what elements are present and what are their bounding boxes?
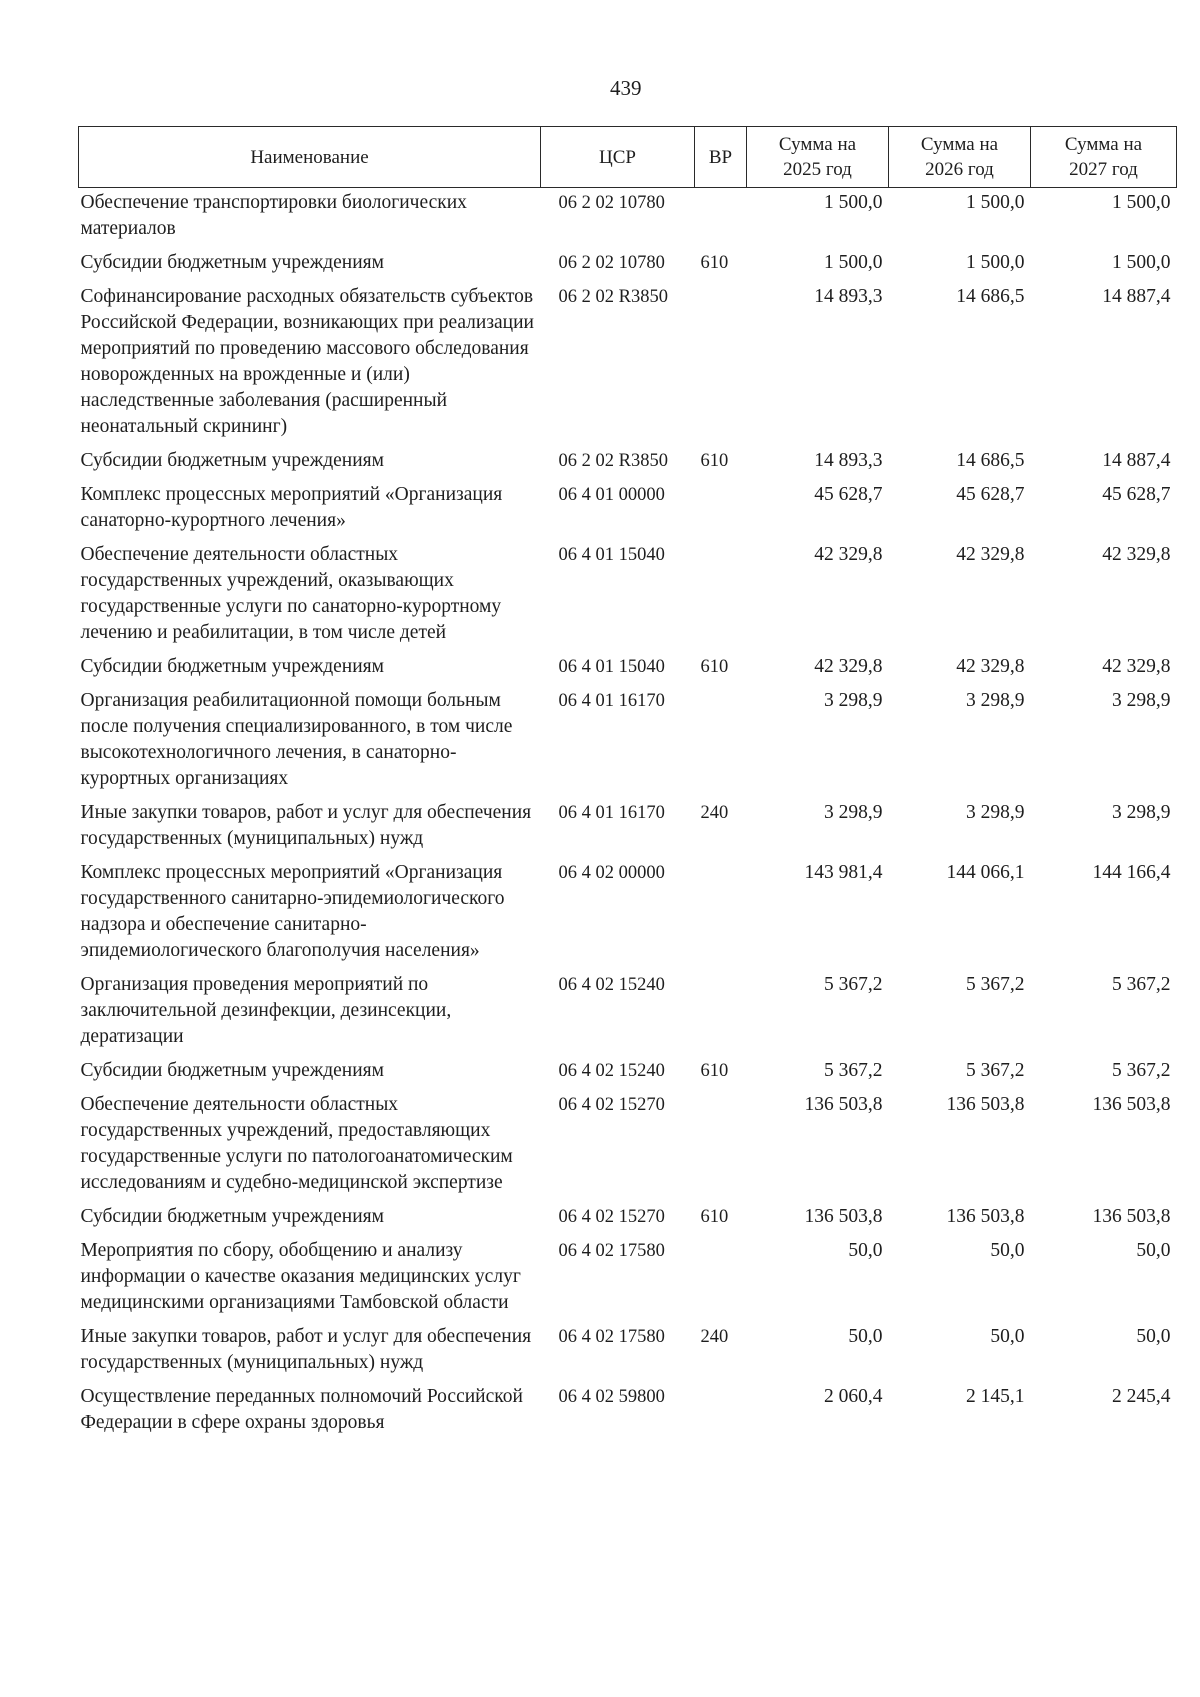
header-sum-2025-line1: Сумма на xyxy=(778,134,857,155)
row-vr: 610 xyxy=(700,657,729,677)
row-csr: 06 4 01 15040 xyxy=(558,545,665,565)
row-sum-2027: 45 628,7 xyxy=(1102,484,1171,505)
header-sum-2026 xyxy=(889,127,1031,188)
row-name: Субсидии бюджетным учреждениям xyxy=(80,252,384,273)
row-sum-2025: 3 298,9 xyxy=(824,690,883,711)
row-csr: 06 4 02 15240 xyxy=(558,975,665,995)
row-sum-2026: 50,0 xyxy=(990,1240,1025,1261)
row-sum-2027: 1 500,0 xyxy=(1112,192,1171,213)
table-row xyxy=(79,652,1177,686)
row-sum-2025: 136 503,8 xyxy=(804,1206,883,1227)
row-sum-2025: 5 367,2 xyxy=(824,974,883,995)
row-csr: 06 4 02 15240 xyxy=(558,1061,665,1081)
row-vr xyxy=(695,540,747,652)
row-sum-2026: 3 298,9 xyxy=(966,690,1025,711)
row-sum-2025: 50,0 xyxy=(848,1240,883,1261)
row-sum-2026: 14 686,5 xyxy=(956,450,1025,471)
row-vr xyxy=(695,1090,747,1202)
row-name: Субсидии бюджетным учреждениям xyxy=(80,656,384,677)
row-sum-2026: 45 628,7 xyxy=(956,484,1025,505)
row-vr xyxy=(695,480,747,540)
table-body xyxy=(79,188,1177,1443)
row-name: Комплекс процессных мероприятий «Организация государственного санитарно-эпидемиологического надзора и обеспечение санитарно-эпидемиологического благополучия населения» xyxy=(80,862,505,961)
row-sum-2026: 5 367,2 xyxy=(966,974,1025,995)
table-row xyxy=(79,1322,1177,1382)
row-sum-2027: 42 329,8 xyxy=(1102,544,1171,565)
row-sum-2026: 42 329,8 xyxy=(956,544,1025,565)
header-csr: ЦСР xyxy=(541,127,695,188)
row-sum-2026: 1 500,0 xyxy=(966,192,1025,213)
table-header xyxy=(79,127,1177,188)
row-sum-2025: 1 500,0 xyxy=(824,192,883,213)
row-name: Организация проведения мероприятий по заключительной дезинфекции, дезинсекции, дератизации xyxy=(80,974,452,1047)
row-sum-2026: 5 367,2 xyxy=(966,1060,1025,1081)
row-csr: 06 2 02 R3850 xyxy=(558,451,668,471)
row-sum-2026: 42 329,8 xyxy=(956,656,1025,677)
page-number: 439 xyxy=(610,76,642,100)
row-sum-2025: 136 503,8 xyxy=(804,1094,883,1115)
header-sum-2025 xyxy=(747,127,889,188)
row-csr: 06 2 02 10780 xyxy=(558,193,665,213)
row-csr: 06 2 02 R3850 xyxy=(558,287,668,307)
row-sum-2025: 5 367,2 xyxy=(824,1060,883,1081)
row-sum-2026: 2 145,1 xyxy=(966,1386,1025,1407)
row-vr xyxy=(695,188,747,249)
row-sum-2027: 5 367,2 xyxy=(1112,974,1171,995)
row-sum-2027: 136 503,8 xyxy=(1092,1094,1171,1115)
table-row xyxy=(79,1202,1177,1236)
row-name: Иные закупки товаров, работ и услуг для обеспечения государственных (муниципальных) нужд xyxy=(80,1326,532,1373)
row-csr: 06 4 01 16170 xyxy=(558,803,665,823)
table-row xyxy=(79,480,1177,540)
row-sum-2025: 14 893,3 xyxy=(814,286,883,307)
row-sum-2026: 3 298,9 xyxy=(966,802,1025,823)
row-csr: 06 4 02 59800 xyxy=(558,1387,665,1407)
row-csr: 06 4 01 15040 xyxy=(558,657,665,677)
row-name: Субсидии бюджетным учреждениям xyxy=(80,1206,384,1227)
row-vr: 610 xyxy=(700,1061,729,1081)
row-name: Мероприятия по сбору, обобщению и анализу информации о качестве оказания медицинских услуг медицинскими организациями Тамбовской области xyxy=(80,1240,521,1313)
row-vr xyxy=(695,686,747,798)
row-csr: 06 4 02 15270 xyxy=(558,1095,665,1115)
row-csr: 06 4 01 00000 xyxy=(558,485,665,505)
row-sum-2025: 143 981,4 xyxy=(804,862,883,883)
row-sum-2027: 144 166,4 xyxy=(1092,862,1171,883)
row-sum-2027: 2 245,4 xyxy=(1112,1386,1171,1407)
row-name: Комплекс процессных мероприятий «Организация санаторно-курортного лечения» xyxy=(80,484,503,531)
row-sum-2026: 136 503,8 xyxy=(946,1206,1025,1227)
table-row xyxy=(79,188,1177,249)
row-sum-2027: 42 329,8 xyxy=(1102,656,1171,677)
row-name: Субсидии бюджетным учреждениям xyxy=(80,450,384,471)
row-sum-2025: 3 298,9 xyxy=(824,802,883,823)
row-vr: 240 xyxy=(700,803,729,823)
table-row xyxy=(79,686,1177,798)
table-row xyxy=(79,248,1177,282)
table-row xyxy=(79,1090,1177,1202)
table-row xyxy=(79,540,1177,652)
row-sum-2025: 42 329,8 xyxy=(814,544,883,565)
row-name: Осуществление переданных полномочий Российской Федерации в сфере охраны здоровья xyxy=(80,1386,523,1433)
row-sum-2025: 1 500,0 xyxy=(824,252,883,273)
row-vr xyxy=(695,970,747,1056)
row-name: Софинансирование расходных обязательств субъектов Российской Федерации, возникающих при реализации мероприятий по проведению массового обследования новорожденных на врожденные и (или) наследственные заболевания (расширенный неонатальный скрининг) xyxy=(80,286,534,437)
row-name: Обеспечение транспортировки биологических материалов xyxy=(80,192,467,239)
row-sum-2027: 3 298,9 xyxy=(1112,690,1171,711)
row-sum-2027: 3 298,9 xyxy=(1112,802,1171,823)
row-csr: 06 4 02 00000 xyxy=(558,863,665,883)
row-sum-2025: 14 893,3 xyxy=(814,450,883,471)
row-sum-2027: 14 887,4 xyxy=(1102,450,1171,471)
row-sum-2025: 50,0 xyxy=(848,1326,883,1347)
row-vr xyxy=(695,1236,747,1322)
row-sum-2026: 136 503,8 xyxy=(946,1094,1025,1115)
row-sum-2025: 42 329,8 xyxy=(814,656,883,677)
row-name: Субсидии бюджетным учреждениям xyxy=(80,1060,384,1081)
row-vr xyxy=(695,1382,747,1442)
row-vr xyxy=(695,282,747,446)
row-sum-2026: 14 686,5 xyxy=(956,286,1025,307)
row-csr: 06 4 01 16170 xyxy=(558,691,665,711)
header-name: Наименование xyxy=(79,127,541,188)
table-row xyxy=(79,446,1177,480)
header-vr: ВР xyxy=(695,127,747,188)
row-sum-2026: 144 066,1 xyxy=(946,862,1025,883)
table-row xyxy=(79,1056,1177,1090)
row-name: Иные закупки товаров, работ и услуг для обеспечения государственных (муниципальных) нужд xyxy=(80,802,532,849)
header-sum-2027 xyxy=(1031,127,1177,188)
header-sum-2026-line1: Сумма на xyxy=(920,134,999,155)
row-sum-2027: 1 500,0 xyxy=(1112,252,1171,273)
row-csr: 06 4 02 17580 xyxy=(558,1327,665,1347)
row-sum-2027: 50,0 xyxy=(1136,1326,1171,1347)
row-sum-2027: 5 367,2 xyxy=(1112,1060,1171,1081)
table-row xyxy=(79,798,1177,858)
row-sum-2026: 50,0 xyxy=(990,1326,1025,1347)
header-sum-2027-line2: 2027 год xyxy=(1069,159,1138,180)
row-name: Организация реабилитационной помощи больным после получения специализированного, в том числе высокотехнологичного лечения, в санаторно-курортных организациях xyxy=(80,690,513,789)
row-sum-2025: 45 628,7 xyxy=(814,484,883,505)
row-csr: 06 2 02 10780 xyxy=(558,253,665,273)
row-sum-2026: 1 500,0 xyxy=(966,252,1025,273)
table-row xyxy=(79,1236,1177,1322)
row-sum-2027: 136 503,8 xyxy=(1092,1206,1171,1227)
row-vr xyxy=(695,858,747,970)
row-vr: 240 xyxy=(700,1327,729,1347)
row-vr: 610 xyxy=(700,1207,729,1227)
row-csr: 06 4 02 17580 xyxy=(558,1241,665,1261)
header-row xyxy=(79,127,1177,188)
row-sum-2027: 14 887,4 xyxy=(1102,286,1171,307)
table-row xyxy=(79,970,1177,1056)
row-vr: 610 xyxy=(700,451,729,471)
row-sum-2025: 2 060,4 xyxy=(824,1386,883,1407)
header-sum-2027-line1: Сумма на xyxy=(1064,134,1143,155)
header-sum-2026-line2: 2026 год xyxy=(925,159,994,180)
row-sum-2027: 50,0 xyxy=(1136,1240,1171,1261)
table-row xyxy=(79,282,1177,446)
row-vr: 610 xyxy=(700,253,729,273)
header-sum-2025-line2: 2025 год xyxy=(783,159,852,180)
row-name: Обеспечение деятельности областных государственных учреждений, предоставляющих государственные услуги по патологоанатомическим исследованиям и судебно-медицинской экспертизе xyxy=(80,1094,513,1193)
table-row xyxy=(79,1382,1177,1442)
budget-table xyxy=(78,126,1177,1442)
row-name: Обеспечение деятельности областных государственных учреждений, оказывающих государственные услуги по санаторно-курортному лечению и реабилитации, в том числе детей xyxy=(80,544,502,643)
row-csr: 06 4 02 15270 xyxy=(558,1207,665,1227)
table-row xyxy=(79,858,1177,970)
